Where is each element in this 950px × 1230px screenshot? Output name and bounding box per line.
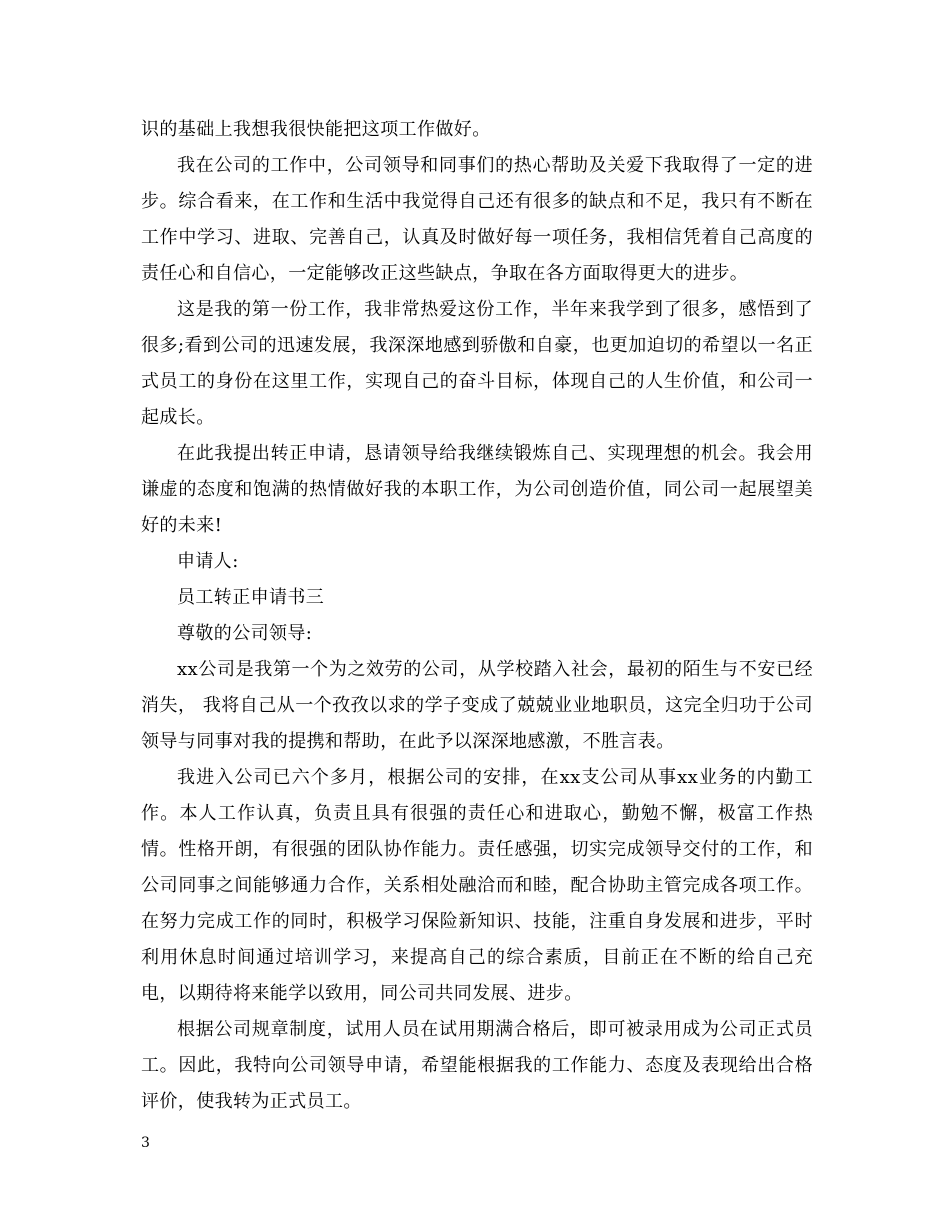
salutation: 尊敬的公司领导:	[177, 623, 313, 644]
applicant-line: 申请人:	[177, 551, 239, 572]
paragraph-company-intro: xx公司是我第一个为之效劳的公司，从学校踏入社会，最初的陌生与不安已经消失， 我将自己从一个孜孜以求的学子变成了兢兢业业地职员，这完全归功于公司领导与同事对我的提携和帮助，在此予以深深地感激，不胜言表。	[141, 659, 813, 752]
paragraph-regulation: 根据公司规章制度，试用人员在试用期满合格后，即可被录用成为公司正式员工。因此，我特向公司领导申请，希望能根据我的工作能力、态度及表现给出合格评价，使我转为正式员工。	[141, 1019, 813, 1112]
paragraph-request: 在此我提出转正申请，恳请领导给我继续锻炼自己、实现理想的机会。我会用谦虚的态度和饱满的热情做好我的本职工作，为公司创造价值，同公司一起展望美好的未来!	[141, 443, 813, 536]
paragraph-first-job: 这是我的第一份工作，我非常热爱这份工作，半年来我学到了很多，感悟到了很多;看到公司的迅速发展，我深深地感到骄傲和自豪，也更加迫切的希望以一名正式员工的身份在这里工作，实现自己的奋斗目标，体现自己的人生价值，和公司一起成长。	[141, 299, 813, 428]
page-number: 3	[141, 1135, 150, 1151]
document-body	[141, 112, 813, 1120]
paragraph-continuation: 识的基础上我想我很快能把这项工作做好。	[141, 119, 491, 140]
paragraph-progress: 我在公司的工作中，公司领导和同事们的热心帮助及关爱下我取得了一定的进步。综合看来，在工作和生活中我觉得自己还有很多的缺点和不足，我只有不断在工作中学习、进取、完善自己，认真及时做好每一项任务，我相信凭着自己高度的责任心和自信心，一定能够改正这些缺点，争取在各方面取得更大的进步。	[141, 155, 813, 284]
paragraph-work-summary: 我进入公司已六个多月，根据公司的安排，在xx支公司从事xx业务的内勤工作。本人工作认真，负责且具有很强的责任心和进取心，勤勉不懈，极富工作热情。性格开朗，有很强的团队协作能力。责任感强，切实完成领导交付的工作，和公司同事之间能够通力合作，关系相处融洽而和睦，配合协助主管完成各项工作。在努力完成工作的同时，积极学习保险新知识、技能，注重自身发展和进步，平时利用休息时间通过培训学习，来提高自己的综合素质，目前正在不断的给自己充电，以期待将来能学以致用，同公司共同发展、进步。	[141, 767, 813, 1004]
section-title: 员工转正申请书三	[177, 587, 325, 608]
